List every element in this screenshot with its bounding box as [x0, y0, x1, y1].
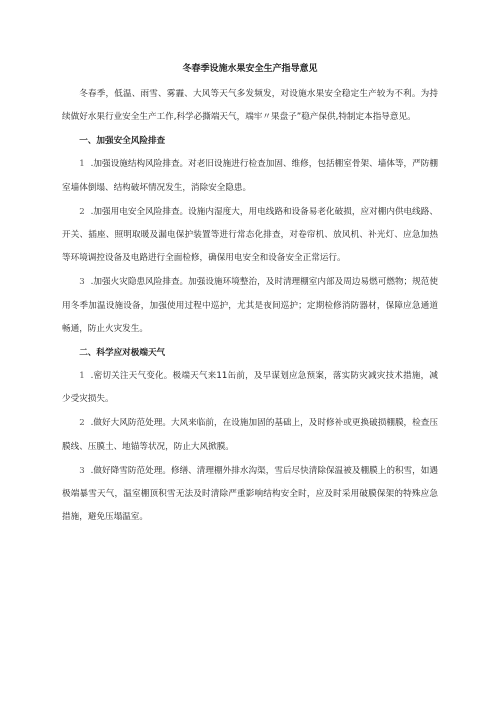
item-number: 1 [79, 371, 85, 382]
item-number: 3 [79, 465, 85, 476]
list-item [62, 153, 438, 199]
section-heading: 一、加强安全风险排查 [79, 136, 166, 147]
section-heading: 二、科学应对极端天气 [79, 348, 166, 359]
list-item [62, 460, 438, 530]
document-title: 冬春季设施水果安全生产指导意见 [182, 64, 318, 74]
document-body [62, 62, 438, 530]
item-number: 2 [79, 418, 85, 429]
item-text: .加强用电安全风险排查。设施内湿度大，用电线路和设备易老化破损，应对棚内供电线路、开关、插座、照明取暖及漏电保护装置等进行常态化排查，对卷帘机、放风机、补光灯、应急加热等环境调控设备及电路进行全面检修，确保用电安全和设备安全正常运行。 [62, 206, 438, 264]
item-text: .做好降雪防范处理。修缮、清理棚外排水沟渠，雪后尽快清除保温被及棚膜上的积雪，如遇极端暴雪天气，温室棚顶积雪无法及时清除严重影响结构安全时，应及时采用破膜保架的特殊应急措施，避免压塌温室。 [62, 465, 438, 523]
item-text: .密切关注天气变化。极端天气来11缶前，及早谋划应急预案，落实防灾减灾技术措施，减少受灾损失。 [62, 371, 438, 405]
list-item [62, 271, 438, 341]
item-number: 1 [79, 159, 85, 170]
item-number: 3 [79, 277, 85, 288]
item-text: .加强火灾隐患风险排查。加强设施环境整治，及时清理棚室内部及周边易燃可燃物；规范使用冬季加温设施设备，加强使用过程中巡护，尤其是夜间巡护；定期检修消防器材，保障应急通道畅通，防止火灾发生。 [62, 277, 438, 334]
item-text: .加强设施结构风险排查。对老旧设施进行检查加固、维修，包括棚室骨架、墙体等，严防棚室墙体倒塌、结构破坏情况发生，消除安全隐患。 [62, 159, 438, 193]
item-text: .做好大风防范处理。大风来临前，在设施加固的基础上，及时修补或更换破损棚膜，检查压膜线、压膜土、地锚等状况，防止大风掀膜。 [62, 418, 438, 452]
list-item [62, 201, 438, 271]
intro-paragraph: 冬春季，低温、雨雪、雾霾、大风等天气多发频发，对设施水果安全稳定生产较为不利。为持续做好水果行业安全生产工作,科学必撕端天气，端牢〃果盘子”稳产保供,特制定本指导意见。 [62, 89, 438, 123]
list-item [62, 412, 438, 458]
list-item [62, 365, 438, 411]
item-number: 2 [79, 206, 85, 217]
